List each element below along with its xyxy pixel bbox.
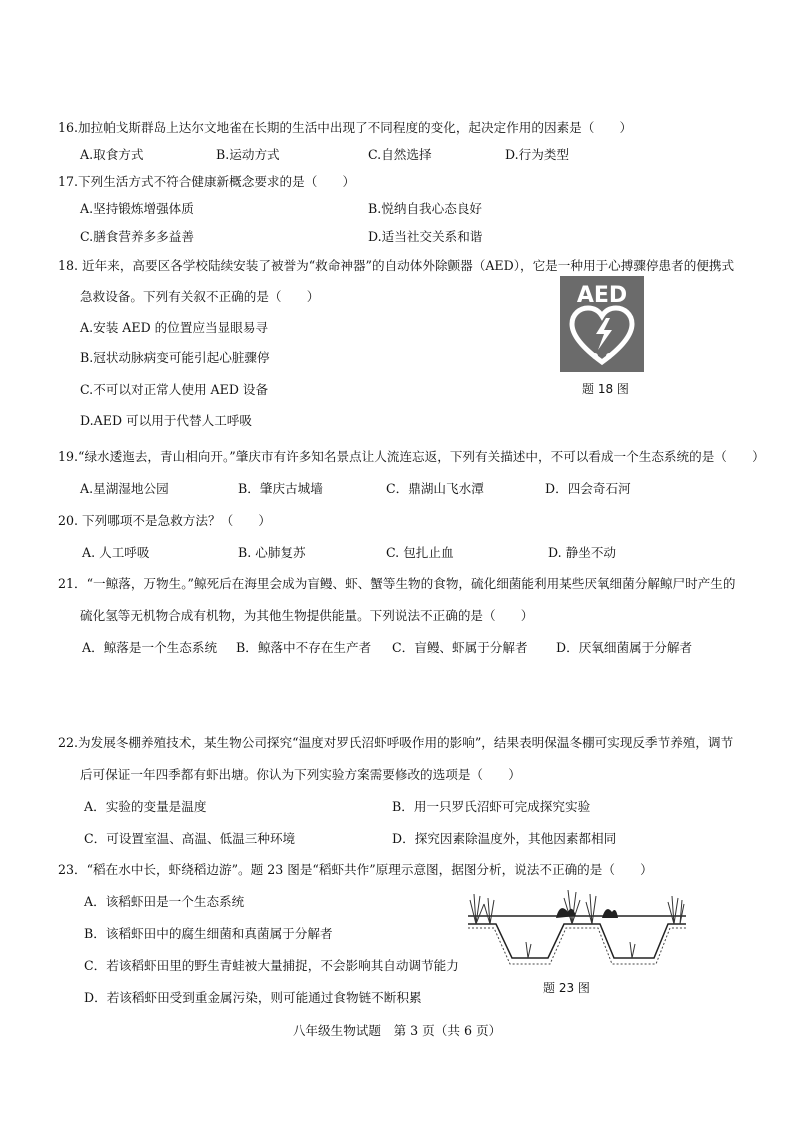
q22-option-a: A．实验的变量是温度: [84, 799, 207, 814]
q19-option-d: D．四会奇石河: [545, 481, 631, 496]
q22-stem-line1: 22.为发展冬棚养殖技术，某生物公司探究“温度对罗氏沼虾呼吸作用的影响”，结果表明保温冬棚可实现反季节养殖，调节: [58, 735, 734, 750]
q18-figure-caption: 题 18 图: [582, 382, 629, 396]
q23-option-a: A．该稻虾田是一个生态系统: [84, 894, 245, 909]
q16-stem: 16.加拉帕戈斯群岛上达尔文地雀在长期的生活中出现了不同程度的变化，起决定作用的因素是（ ）: [58, 120, 633, 135]
q23-stem: 23．“稻在水中长，虾绕稻边游”。题 23 图是“稻虾共作”原理示意图，据图分析，说法不正确的是（ ）: [58, 862, 653, 877]
aed-figure: [560, 276, 644, 372]
q20-option-c: C. 包扎止血: [386, 545, 454, 560]
q16-option-d: D.行为类型: [505, 147, 570, 162]
q20-option-b: B. 心肺复苏: [238, 545, 306, 560]
q18-option-a: A.安装 AED 的位置应当显眼易寻: [80, 320, 269, 335]
q22-option-d: D．探究因素除温度外，其他因素都相同: [392, 831, 617, 846]
q17-option-d: D.适当社交关系和谐: [368, 229, 483, 244]
q18-stem-line1: 18. 近年来，高要区各学校陆续安装了被誉为“救命神器”的自动体外除颤器（AED），它是一种用于心搏骤停患者的便携式: [58, 258, 735, 273]
q18-option-c: C.不可以对正常人使用 AED 设备: [80, 382, 269, 397]
q17-option-b: B.悦纳自我心态良好: [368, 201, 483, 216]
q23-figure-caption: 题 23 图: [543, 981, 590, 995]
q17-stem: 17.下列生活方式不符合健康新概念要求的是（ ）: [58, 174, 356, 189]
paddy-field-diagram: [468, 884, 686, 970]
q18-stem-line2: 急救设备。下列有关叙不正确的是（ ）: [80, 289, 320, 304]
q22-option-c: C．可设置室温、高温、低温三种环境: [84, 831, 296, 846]
q22-stem-line2: 后可保证一年四季都有虾出塘。你认为下列实验方案需要修改的选项是（ ）: [80, 767, 521, 782]
q21-option-d: D．厌氧细菌属于分解者: [556, 640, 693, 655]
q17-option-a: A.坚持锻炼增强体质: [80, 201, 194, 216]
q21-option-c: C．盲鳗、虾属于分解者: [392, 640, 528, 655]
q19-option-b: B．肇庆古城墙: [238, 481, 323, 496]
q18-option-b: B.冠状动脉病变可能引起心脏骤停: [80, 350, 270, 365]
q23-option-c: C．若该稻虾田里的野生青蛙被大量捕捉，不会影响其自动调节能力: [84, 958, 459, 973]
q16-option-c: C.自然选择: [368, 147, 432, 162]
aed-label: AED: [576, 283, 628, 308]
q21-stem-line1: 21．“一鲸落，万物生。”鲸死后在海里会成为盲鳗、虾、蟹等生物的食物，硫化细菌能利用某些厌氧细菌分解鲸尸时产生的: [58, 576, 736, 591]
q23-option-b: B．该稻虾田中的腐生细菌和真菌属于分解者: [84, 926, 333, 941]
q23-option-d: D．若该稻虾田受到重金属污染，则可能通过食物链不断积累: [84, 990, 422, 1005]
aed-heart-lightning-icon: [560, 276, 644, 372]
q21-stem-line2: 硫化氢等无机物合成有机物，为其他生物提供能量。下列说法不正确的是（ ）: [80, 608, 534, 623]
q16-option-b: B.运动方式: [216, 147, 280, 162]
q16-option-a: A.取食方式: [80, 147, 144, 162]
q18-option-d: D.AED 可以用于代替人工呼吸: [80, 413, 252, 428]
page-footer: 八年级生物试题 第 3 页（共 6 页）: [292, 1023, 502, 1038]
q19-stem: 19.“绿水逶迤去，青山相向开。”肇庆市有许多知名景点让人流连忘返，下列有关描述中，不可以看成一个生态系统的是（ ）: [58, 449, 765, 464]
q21-option-b: B．鲸落中不存在生产者: [236, 640, 372, 655]
q22-option-b: B．用一只罗氏沼虾可完成探究实验: [392, 799, 591, 814]
q20-option-a: A. 人工呼吸: [82, 545, 150, 560]
q19-option-c: C．鼎湖山飞水潭: [386, 481, 484, 496]
q17-option-c: C.膳食营养多多益善: [80, 229, 194, 244]
q19-option-a: A.星湖湿地公园: [80, 481, 169, 496]
q20-stem: 20. 下列哪项不是急救方法？（ ）: [58, 513, 271, 528]
q21-option-a: A．鲸落是一个生态系统: [82, 640, 218, 655]
q20-option-d: D. 静坐不动: [548, 545, 617, 560]
